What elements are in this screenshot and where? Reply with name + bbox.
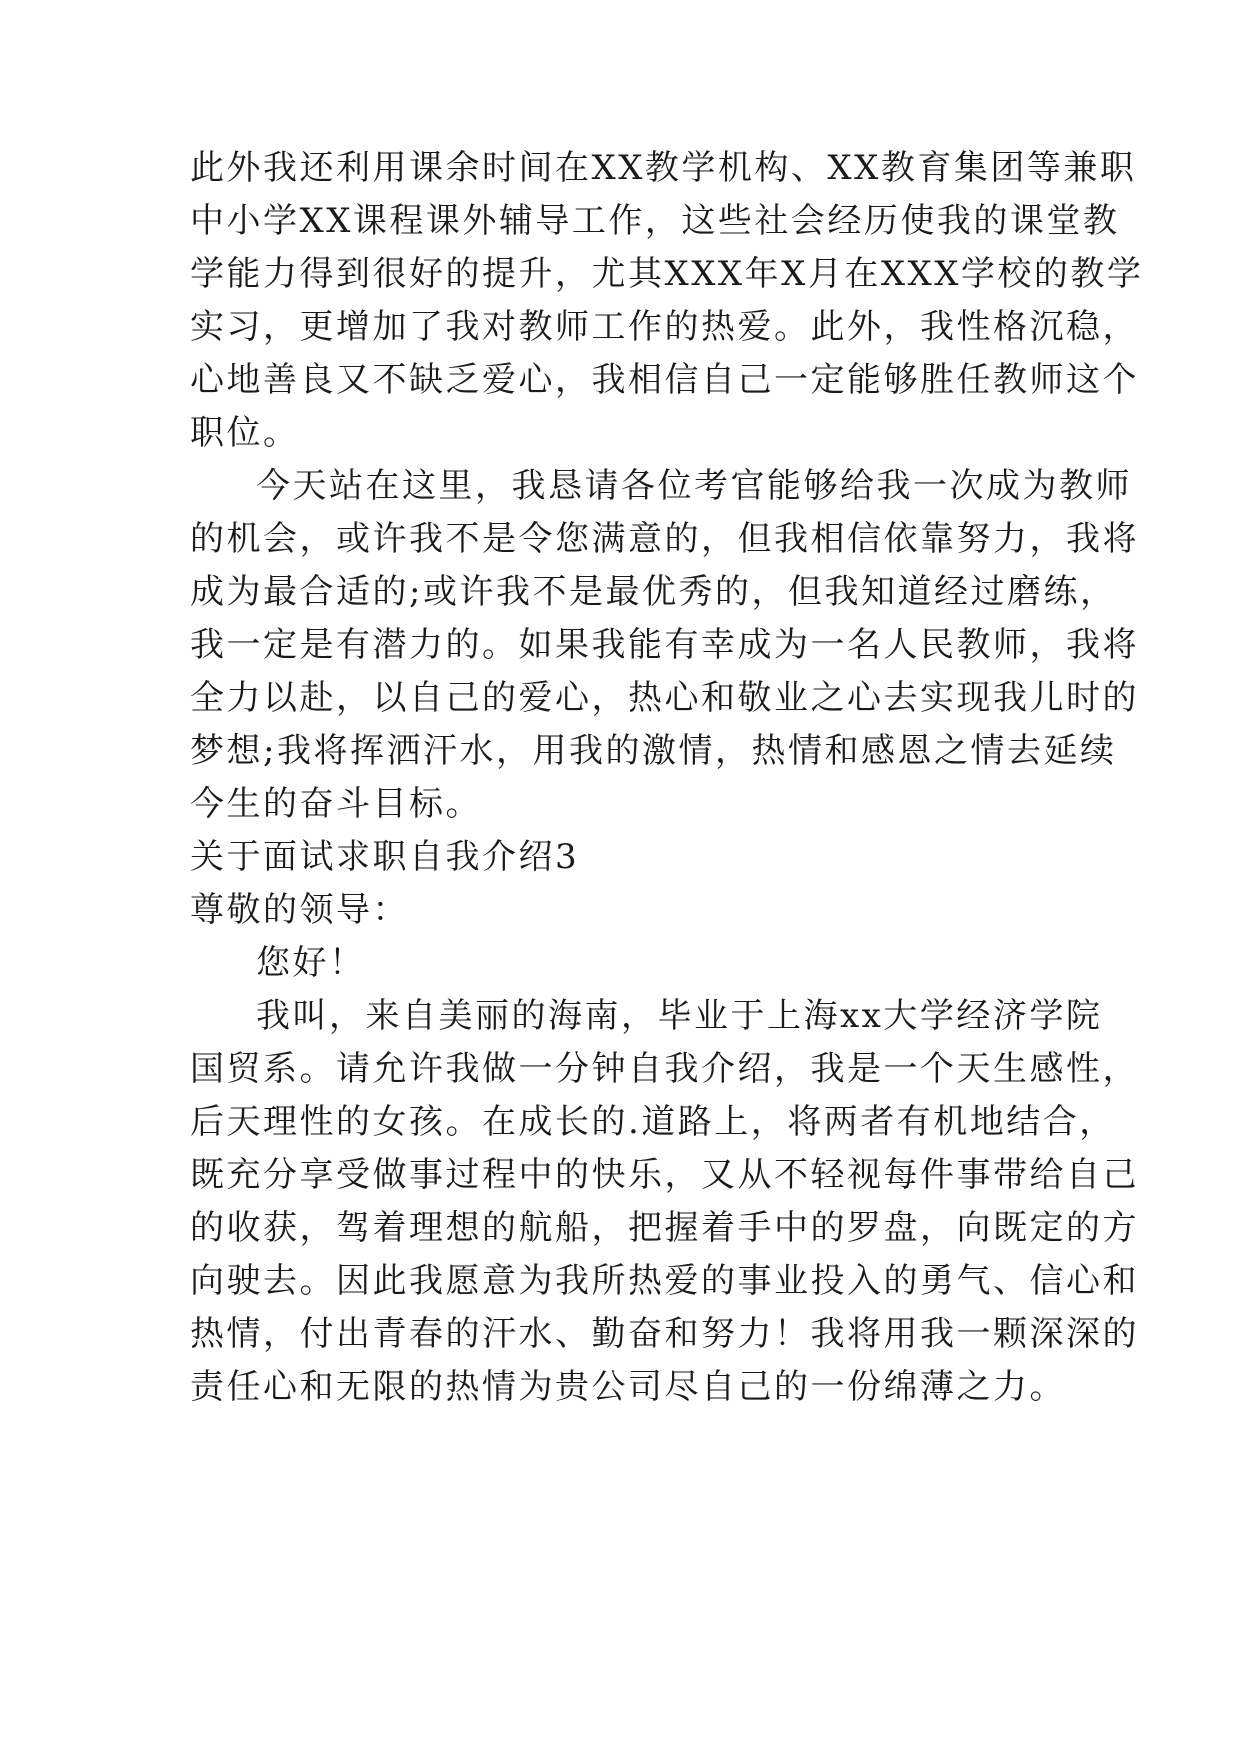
paragraph-line: 今天站在这里，我恳请各位考官能够给我一次成为教师 bbox=[256, 466, 1132, 506]
paragraph-line: 中小学XX课程课外辅导工作，这些社会经历使我的课堂教 bbox=[190, 201, 1120, 241]
paragraph-line: 全力以赴，以自己的爱心，热心和敬业之心去实现我儿时的 bbox=[190, 678, 1139, 718]
paragraph-line: 梦想;我将挥洒汗水，用我的激情，热情和感恩之情去延续 bbox=[190, 731, 1117, 771]
section-heading: 关于面试求职自我介绍3 bbox=[190, 837, 580, 877]
paragraph-line: 既充分享受做事过程中的快乐，又从不轻视每件事带给自己 bbox=[190, 1155, 1139, 1195]
paragraph-line: 职位。 bbox=[190, 413, 300, 453]
paragraph-line: 的机会，或许我不是令您满意的，但我相信依靠努力，我将 bbox=[190, 519, 1139, 559]
paragraph-line: 的收获，驾着理想的航船，把握着手中的罗盘，向既定的方 bbox=[190, 1208, 1139, 1248]
paragraph-line: 我叫，来自美丽的海南，毕业于上海xx大学经济学院 bbox=[256, 996, 1103, 1036]
paragraph-line: 责任心和无限的热情为贵公司尽自己的一份绵薄之力。 bbox=[190, 1367, 1066, 1407]
paragraph-line: 此外我还利用课余时间在XX教学机构、XX教育集团等兼职 bbox=[190, 148, 1137, 188]
paragraph-line: 国贸系。请允许我做一分钟自我介绍，我是一个天生感性， bbox=[190, 1049, 1139, 1089]
greeting: 您好！ bbox=[256, 943, 366, 983]
paragraph-line: 成为最合适的;或许我不是最优秀的，但我知道经过磨练， bbox=[190, 572, 1117, 612]
paragraph-line: 我一定是有潜力的。如果我能有幸成为一名人民教师，我将 bbox=[190, 625, 1139, 665]
salutation: 尊敬的领导： bbox=[190, 890, 409, 930]
paragraph-line: 学能力得到很好的提升，尤其XXX年X月在XXX学校的教学 bbox=[190, 254, 1144, 294]
paragraph-line: 心地善良又不缺乏爱心，我相信自己一定能够胜任教师这个 bbox=[190, 360, 1139, 400]
paragraph-line: 今生的奋斗目标。 bbox=[190, 784, 482, 824]
paragraph-line: 后天理性的女孩。在成长的.道路上，将两者有机地结合， bbox=[190, 1102, 1116, 1142]
paragraph-line: 热情，付出青春的汗水、勤奋和努力！我将用我一颗深深的 bbox=[190, 1314, 1139, 1354]
paragraph-line: 实习，更增加了我对教师工作的热爱。此外，我性格沉稳， bbox=[190, 307, 1139, 347]
paragraph-line: 向驶去。因此我愿意为我所热爱的事业投入的勇气、信心和 bbox=[190, 1261, 1139, 1301]
